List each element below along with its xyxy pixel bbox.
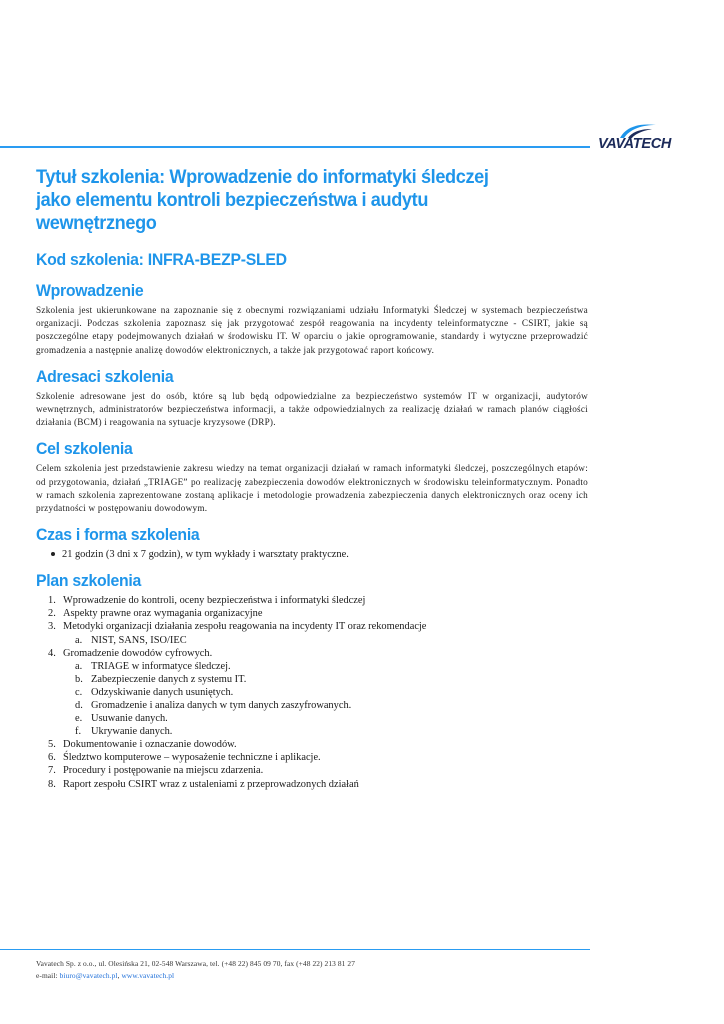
section-heading-goal: Cel szkolenia <box>36 439 133 459</box>
footer-divider <box>0 949 590 950</box>
list-item <box>36 738 588 751</box>
list-item-text: Odzyskiwanie danych usuniętych. <box>91 686 234 698</box>
list-item-number: 2. <box>48 608 56 620</box>
list-item-text: Gromadzenie i analiza danych w tym danych zaszyfrowanych. <box>91 699 352 711</box>
list-item-text: Metodyki organizacji działania zespołu reagowania na incydenty IT oraz rekomendacje <box>63 621 427 633</box>
sub-list <box>63 660 588 739</box>
company-logo <box>598 120 690 152</box>
list-item <box>36 647 588 739</box>
section-heading-audience: Adresaci szkolenia <box>36 366 174 386</box>
footer-email-link[interactable]: biuro@vavatech.pl <box>59 971 118 980</box>
footer <box>36 958 355 982</box>
list-item-letter: c. <box>75 686 83 698</box>
section-heading-plan: Plan szkolenia <box>36 571 142 591</box>
list-item-number: 3. <box>48 621 56 633</box>
course-code: Kod szkolenia: INFRA-BEZP-SLED <box>36 250 287 269</box>
sub-list-item <box>63 699 588 712</box>
list-item-letter: e. <box>75 713 83 725</box>
footer-address: Vavatech Sp. z o.o., ul. Olesińska 21, 02-548 Warszawa, tel. (+48 22) 845 09 70, fax (+48 22) 213 81 27 <box>36 959 356 968</box>
list-item-text: Gromadzenie dowodów cyfrowych. <box>63 647 213 659</box>
list-item-number: 4. <box>48 647 56 659</box>
list-item-letter: f. <box>75 726 82 738</box>
list-item-letter: a. <box>75 660 83 672</box>
list-item-number: 5. <box>48 739 56 751</box>
footer-website-link[interactable]: www.vavatech.pl <box>121 971 175 980</box>
list-item <box>36 778 588 791</box>
list-item-text: 21 godzin (3 dni x 7 godzin), w tym wykłady i warsztaty praktyczne. <box>62 549 349 561</box>
section-text-audience: Szkolenie adresowane jest do osób, które są lub będą odpowiedzialne za bezpieczeństwo systemów IT w organizacji, audytorów wewnętrznych, administratorów bezpieczeństwa informacji, a także odpowiedzialnych za realizację działań w ramach planów ciągłości działania (BCM) i reagowania na sytuacje kryzysowe (DRP). <box>36 390 588 428</box>
list-item <box>36 764 588 777</box>
list-item-text: Śledztwo komputerowe – wyposażenie techniczne i aplikacje. <box>63 752 321 764</box>
list-item-text: TRIAGE w informatyce śledczej. <box>91 660 231 672</box>
sub-list-item <box>63 712 588 725</box>
list-item-text: Dokumentowanie i oznaczanie dowodów. <box>63 739 237 751</box>
section-heading-intro: Wprowadzenie <box>36 281 144 300</box>
bullet-icon <box>51 552 55 556</box>
sub-list-item <box>63 725 588 738</box>
sub-list-item <box>63 673 588 686</box>
list-item-letter: b. <box>75 673 83 685</box>
sub-list-item <box>63 660 588 673</box>
list-item <box>36 751 588 764</box>
list-item-text: Wprowadzenie do kontroli, oceny bezpieczeństwa i informatyki śledczej <box>63 595 366 607</box>
footer-contact <box>36 970 355 982</box>
list-item-text: Ukrywanie danych. <box>91 726 173 738</box>
list-item-text: Usuwanie danych. <box>91 713 168 725</box>
section-text-intro: Szkolenia jest ukierunkowane na zapoznanie się z obecnymi rozwiązaniami udziału Informatyki Śledczej w systemach bezpieczeństwa organizacji. Podczas szkolenia zapoznasz się jak przygotować zespół reagowania na incydenty teleinformatyczne - CSIRT, jakie są poszczególne etapy podejmowanych działań w środowisku IT. W oparciu o jakie oprogramowanie, standardy i wytyczne przeprowadzić gromadzenia a następnie analizę dowodów elektronicznych, a także jak przygotować raport końcowy. <box>36 305 588 355</box>
list-item-number: 8. <box>48 778 56 790</box>
list-item-text: Aspekty prawne oraz wymagania organizacyjne <box>63 608 263 620</box>
list-item-text: NIST, SANS, ISO/IEC <box>91 634 187 646</box>
list-item-number: 7. <box>48 765 56 777</box>
list-item-letter: d. <box>75 699 83 711</box>
list-item-letter: a. <box>75 634 83 646</box>
plan-list <box>36 594 588 790</box>
section-text-goal: Celem szkolenia jest przedstawienie zakresu wiedzy na temat organizacji działań w ramach informatyki śledczej, poszczególnych etapów: od przygotowania, działań „TRIAGE” po realizację zabezpieczenia dowodów elektronicznych w środowisku teleinformatycznym. Ponadto w ramach szkolenia zaprezentowane zostaną aplikacje i metodologie prowadzenia zabezpieczenia danych elektronicznych oraz oceny ich przydatności w postępowaniu dowodowym. <box>36 463 588 514</box>
list-item <box>36 594 588 607</box>
footer-email-label: e-mail: <box>36 971 58 980</box>
list-item <box>36 620 588 646</box>
list-item-text: Raport zespołu CSIRT wraz z ustaleniami z przeprowadzonych działań <box>63 778 359 790</box>
sub-list <box>63 634 588 647</box>
sub-list-item <box>63 634 588 647</box>
sub-list-item <box>63 686 588 699</box>
list-item <box>62 548 588 561</box>
logo-text: VAVATECH <box>598 136 672 152</box>
duration-list <box>36 548 588 561</box>
list-item-text: Procedury i postępowanie na miejscu zdarzenia. <box>63 765 264 777</box>
header-divider <box>0 146 590 148</box>
list-item <box>36 607 588 620</box>
document-body <box>36 166 588 791</box>
list-item-text: Zabezpieczenie danych z systemu IT. <box>91 673 247 685</box>
footer-separator: , <box>117 971 120 980</box>
section-heading-duration: Czas i forma szkolenia <box>36 525 200 545</box>
list-item-number: 1. <box>48 595 56 607</box>
document-title: Tytuł szkolenia: Wprowadzenie do informatyki śledczej jako elementu kontroli bezpieczeństwa i audytu wewnętrznego <box>36 166 489 234</box>
list-item-number: 6. <box>48 752 56 764</box>
